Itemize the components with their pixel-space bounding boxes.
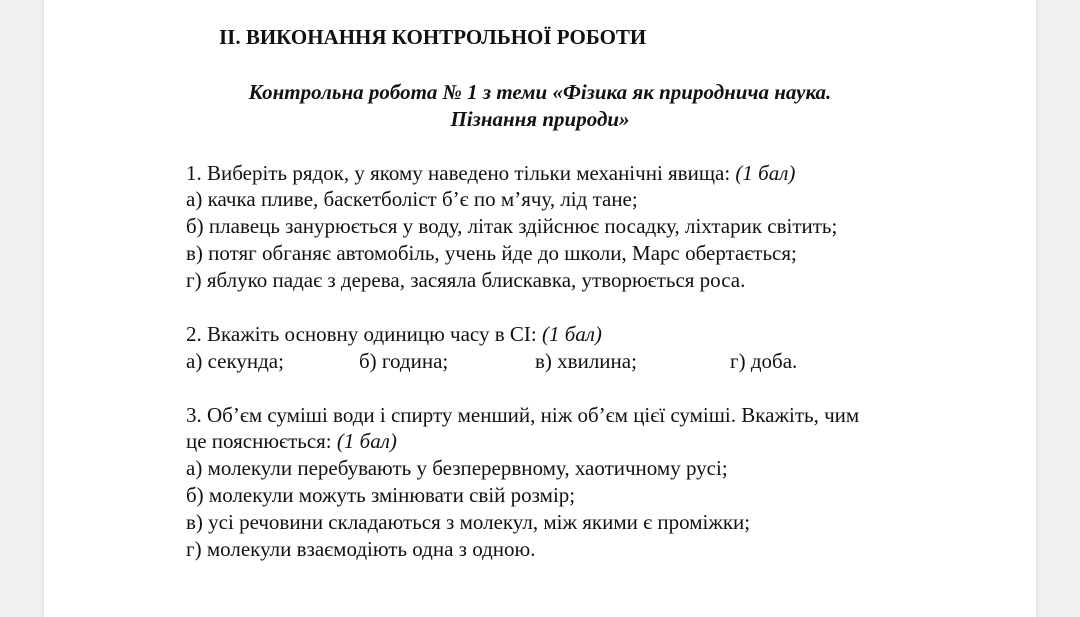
question-3-points: (1 бал)	[336, 429, 397, 453]
question-2-option-b: б) година;	[359, 349, 449, 373]
question-1-option-b: б) плавець занурюється у воду, літак здійснює посадку, ліхтарик світить;	[186, 214, 838, 238]
question-2-option-d: г) доба.	[730, 349, 798, 373]
question-3-text-line2	[186, 428, 397, 454]
section-heading: II. ВИКОНАННЯ КОНТРОЛЬНОЇ РОБОТИ	[219, 25, 647, 49]
question-2-text	[186, 321, 602, 347]
test-title-line1: Контрольна робота № 1 з теми «Фізика як природнича наука.	[248, 80, 832, 104]
question-2-option-c: в) хвилина;	[535, 349, 637, 373]
question-3-prompt-end: це пояснюється:	[186, 429, 332, 453]
question-2-option-a: а) секунда;	[186, 349, 284, 373]
question-2-points: (1 бал)	[541, 322, 602, 346]
question-1-prompt: 1. Виберіть рядок, у якому наведено тільки механічні явища:	[186, 161, 731, 185]
test-title-line2: Пізнання природи»	[450, 107, 630, 131]
document-page	[44, 0, 1036, 617]
question-3-option-a: а) молекули перебувають у безперервному, хаотичному русі;	[186, 456, 728, 480]
question-1-text	[186, 160, 795, 186]
question-1-option-c: в) потяг обганяє автомобіль, учень йде до школи, Марс обертається;	[186, 241, 797, 265]
document-content	[44, 0, 1036, 617]
question-3-text-line1: 3. Об’єм суміші води і спирту менший, ніж об’єм цієї суміші. Вкажіть, чим	[186, 403, 860, 427]
question-1-option-a: а) качка пливе, баскетболіст б’є по м’ячу, лід тане;	[186, 187, 638, 211]
question-3-option-b: б) молекули можуть змінювати свій розмір;	[186, 483, 576, 507]
question-3-option-c: в) усі речовини складаються з молекул, між якими є проміжки;	[186, 510, 751, 534]
question-3-option-d: г) молекули взаємодіють одна з одною.	[186, 537, 536, 561]
question-1-points: (1 бал)	[735, 161, 796, 185]
question-2-prompt: 2. Вкажіть основну одиницю часу в СІ:	[186, 322, 537, 346]
question-1-option-d: г) яблуко падає з дерева, засяяла блискавка, утворюється роса.	[186, 268, 746, 292]
